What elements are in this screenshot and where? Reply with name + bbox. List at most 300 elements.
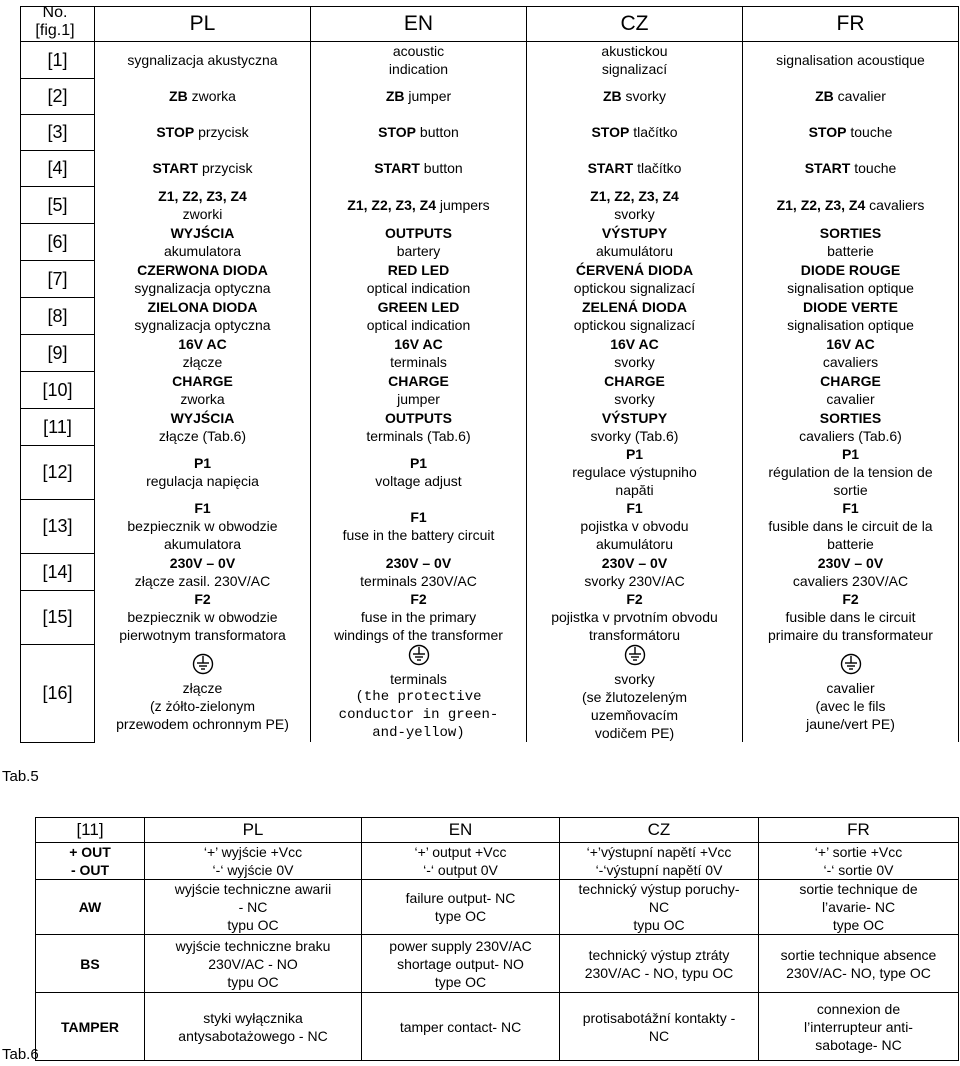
- table5-cell-line: pojistka v prvotním obvodu: [551, 609, 718, 625]
- table6-caption: Tab.6: [2, 1046, 39, 1063]
- table5-cell-line: 16V AC: [178, 335, 227, 352]
- table6-cell-line: sortie technique absence: [780, 946, 937, 963]
- table5-cell-pl: [95, 553, 311, 590]
- table5-cell-keyword: START: [804, 160, 851, 176]
- table5-cell-line: akumulátoru: [595, 242, 674, 259]
- table5-cell-line: ZB svorky: [602, 88, 666, 104]
- table5-cell-line: indication: [388, 61, 449, 77]
- table6-cell-line: ‘-‘výstupní napětí 0V: [595, 862, 723, 878]
- table5-cell-keyword: ZB: [169, 88, 188, 104]
- table5-cell-keyword: ZB: [385, 88, 405, 104]
- table5-row-number: [3]: [21, 114, 95, 150]
- table5-cell-keyword: STOP: [808, 124, 847, 140]
- table5-cell-en: [311, 114, 527, 150]
- table5-cell-line: złącze: [182, 353, 223, 370]
- table5-cell-line: regulacja napięcia: [146, 473, 259, 489]
- table6-cell-fr: [759, 843, 959, 880]
- table5-cell-pl: [95, 590, 311, 644]
- table6-cell-line: typu OC: [227, 917, 279, 933]
- table5-cell-pl: [95, 334, 311, 371]
- table5-cell-line: F2: [842, 591, 859, 607]
- table5-cell-line: ZB zworka: [169, 88, 236, 104]
- table5-cell-line: F1: [626, 500, 643, 516]
- table5-cell-line: régulation de la tension de: [768, 464, 933, 480]
- table5-cell-line: CHARGE: [820, 372, 881, 389]
- table5-row: [21, 445, 959, 499]
- table5-cell-pl: [95, 644, 311, 742]
- table5-cell-line: optickou signalizací: [573, 279, 696, 296]
- table5-row: [21, 371, 959, 408]
- table5-cell-keyword: Z1, Z2, Z3, Z4: [347, 196, 436, 213]
- table5-cell-en: [311, 334, 527, 371]
- table5-cell-line: RED LED: [387, 261, 450, 278]
- table5-cell-line: ZB jumper: [385, 88, 452, 104]
- table5-cell-line: terminals 230V/AC: [360, 572, 477, 589]
- table5-cell-en: [311, 499, 527, 553]
- table6-row: [36, 935, 959, 993]
- table5-cell-pl: [95, 114, 311, 150]
- table5-cell-line: P1: [625, 446, 644, 462]
- table5-header-pl: PL: [95, 7, 311, 42]
- table5-cell-line: 230V – 0V: [385, 554, 452, 571]
- table5-cell-line: (avec le fils: [815, 698, 886, 714]
- table5-row: [21, 260, 959, 297]
- table5-cell-en: [311, 644, 527, 742]
- table6-cell-line: ‘-‘ output 0V: [423, 862, 498, 878]
- table5-row: [21, 42, 959, 79]
- table5-cell-line: 16V AC: [826, 335, 875, 352]
- table5-row-number: [13]: [21, 499, 95, 553]
- table6-cell-fr: [759, 935, 959, 993]
- table6-cell-line: ‘-‘ sortie 0V: [823, 862, 894, 878]
- table5-row: [21, 150, 959, 186]
- table6-cell-line: 230V/AC- NO, type OC: [786, 964, 931, 981]
- table5-cell-fr: [743, 553, 959, 590]
- table5-cell-line: sortie: [833, 482, 868, 498]
- table5-cell-fr: [743, 371, 959, 408]
- table5-cell-line: 16V AC: [394, 335, 443, 352]
- table6-cell-line: antysabotażowego - NC: [178, 1027, 328, 1044]
- table5-cell-line: STOP button: [378, 124, 459, 140]
- table5-cell-line: napăti: [615, 482, 654, 498]
- table5-header-en: EN: [311, 7, 527, 42]
- table6-header-pl: PL: [145, 818, 362, 843]
- table6-cell-line: sabotage- NC: [815, 1036, 902, 1053]
- table5-cell-line: GREEN LED: [377, 298, 460, 315]
- table5-cell-pl: [95, 297, 311, 334]
- table5-cell-line: regulace výstupniho: [572, 464, 697, 480]
- table5-cell-line: cavaliers 230V/AC: [792, 572, 909, 589]
- table5-cell-cz: [527, 42, 743, 79]
- table5-cell-line: CZERWONA DIODA: [137, 261, 268, 278]
- table5-cell-line: sygnalizacja akustyczna: [127, 52, 278, 68]
- table6-header-ref: [11]: [36, 818, 145, 843]
- table5-cell-en: [311, 445, 527, 499]
- table6-cell-line: l’interrupteur anti-: [804, 1018, 913, 1035]
- table5-cell-line: batterie: [827, 536, 874, 552]
- table5-cell-line: ZIELONA DIODA: [147, 298, 258, 315]
- table5-cell-line: F1: [194, 500, 211, 516]
- ground-icon: [192, 653, 214, 675]
- table5-cell-pl: [95, 78, 311, 114]
- table5-cell-line: 16V AC: [610, 335, 659, 352]
- table6-cell-line: tamper contact- NC: [399, 1018, 522, 1035]
- table5-cell-keyword: START: [587, 160, 634, 176]
- table5-cell-line: svorky: [614, 353, 655, 370]
- table5-row-number: [12]: [21, 445, 95, 499]
- table5-cell-line: CHARGE: [388, 372, 449, 389]
- table5-cell-line: bezpiecznik w obwodzie: [127, 609, 278, 625]
- table5-cell-pl: [95, 150, 311, 186]
- table5-cell-line: uzemňovacím: [590, 707, 679, 723]
- table5-cell-line: F2: [410, 591, 427, 607]
- table5-cell-keyword: START: [374, 160, 420, 176]
- table5-cell-pl: [95, 186, 311, 223]
- table5-cell-line: terminals: [390, 353, 447, 370]
- table6-cell-line: ‘+’ output +Vcc: [414, 844, 507, 860]
- table5-cell-line: transformátoru: [588, 627, 681, 643]
- table5-cell-line: pojistka v obvodu: [580, 518, 689, 534]
- table5-cell-pl: [95, 408, 311, 445]
- table5-cell-cz: [527, 553, 743, 590]
- ground-icon: [408, 644, 430, 666]
- table5-cell-line: zworka: [180, 390, 225, 407]
- table6-cell-cz: [560, 843, 759, 880]
- table5-cell-line: zworki: [182, 205, 223, 222]
- table5-cell-line: and-yellow): [372, 725, 465, 741]
- ground-icon: [840, 653, 862, 675]
- table6-cell-line: typu OC: [227, 973, 279, 990]
- table5-cell-line: SORTIES: [819, 409, 882, 426]
- table5-cell-line: CHARGE: [604, 372, 665, 389]
- table5-header-fr: FR: [743, 7, 959, 42]
- table6-cell-line: 230V/AC - NO, typu OC: [584, 964, 734, 981]
- table6-cell-line: shortage output- NO: [397, 955, 524, 972]
- table5-cell-cz: [527, 150, 743, 186]
- table6-row: [36, 880, 959, 935]
- table6-cell-pl: [145, 843, 362, 880]
- table5-cell-line: Z1, Z2, Z3, Z4 jumpers: [347, 196, 490, 213]
- table5-cell-en: [311, 297, 527, 334]
- table6-label-line: - OUT: [70, 862, 110, 878]
- table6-cell-line: technický výstup poruchy-: [578, 881, 740, 897]
- table5-cell-keyword: STOP: [156, 124, 195, 140]
- table5-cell-line: vodičem PE): [594, 725, 675, 741]
- table5-cell-line: ZB cavalier: [815, 88, 886, 104]
- table5-cell-cz: [527, 644, 743, 742]
- table5-cell-line: ZELENÁ DIODA: [582, 298, 687, 315]
- table5-cell-line: STOP przycisk: [156, 124, 249, 140]
- table5-cell-keyword: Z1, Z2, Z3, Z4: [776, 196, 866, 213]
- table5-cell-line: terminals: [390, 671, 447, 687]
- table6-label-line: + OUT: [69, 844, 111, 860]
- table5-cell-cz: [527, 408, 743, 445]
- table5-row-number: [14]: [21, 553, 95, 590]
- table6-row: [36, 843, 959, 880]
- table5-cell-pl: [95, 499, 311, 553]
- table5-cell-line: optical indication: [366, 316, 471, 333]
- table5-row-number: [2]: [21, 78, 95, 114]
- table6-cell-en: [362, 935, 560, 993]
- table6-label-line: TAMPER: [60, 1018, 120, 1035]
- table5-cell-line: STOP touche: [808, 124, 893, 140]
- table5-cell-line: VÝSTUPY: [601, 224, 668, 241]
- table5-cell-keyword: Z1, Z2, Z3, Z4: [590, 187, 679, 204]
- table6-row-label: [36, 993, 145, 1061]
- table5-cell-line: conductor in green-: [338, 707, 499, 723]
- table6-row-label: [36, 843, 145, 880]
- table6-cell-line: power supply 230V/AC: [389, 937, 532, 954]
- table5-cell-line: cavaliers (Tab.6): [799, 427, 902, 444]
- table5-cell-fr: [743, 78, 959, 114]
- table5-cell-en: [311, 553, 527, 590]
- table5-cell-line: START tlačítko: [587, 160, 682, 176]
- table6-header-cz: CZ: [560, 818, 759, 843]
- table5-cell-line: batterie: [827, 242, 874, 259]
- table5-cell-en: [311, 223, 527, 260]
- table5-cell-fr: [743, 334, 959, 371]
- table5-cell-fr: [743, 644, 959, 742]
- table5-cell-line: sygnalizacja optyczna: [134, 279, 271, 296]
- table5-cell-line: svorky: [614, 390, 655, 407]
- table6-cell-line: ‘+’ wyjście +Vcc: [203, 844, 303, 860]
- table5-caption: Tab.5: [2, 768, 39, 785]
- table5-cell-line: (the protective: [355, 689, 482, 705]
- table5-cell-line: bezpiecznik w obwodzie: [127, 518, 278, 534]
- table5-cell-en: [311, 408, 527, 445]
- table5-cell-line: START button: [374, 160, 463, 176]
- table5-cell-line: optickou signalizací: [573, 316, 696, 333]
- table5-row-number: [16]: [21, 644, 95, 742]
- table6-cell-line: ‘+’výstupní napětí +Vcc: [586, 844, 732, 860]
- table5-cell-line: svorky: [614, 671, 655, 687]
- table5-cell-line: (se žlutozeleným: [581, 689, 688, 705]
- table6-header-en: EN: [362, 818, 560, 843]
- table5-row-number: [8]: [21, 297, 95, 334]
- table5-cell-fr: [743, 590, 959, 644]
- table6-cell-line: styki wyłącznika: [203, 1009, 303, 1026]
- table6-label-line: AW: [78, 899, 102, 915]
- table5-cell-line: F2: [194, 591, 211, 607]
- table5-cell-line: F1: [410, 509, 427, 525]
- table5-cell-fr: [743, 114, 959, 150]
- table5-cell-cz: [527, 186, 743, 223]
- table5-cell-line: cavalier: [826, 390, 875, 407]
- table5-row-number: [7]: [21, 260, 95, 297]
- table5-cell-fr: [743, 42, 959, 79]
- table5-cell-line: [529, 187, 740, 205]
- table5-cell-line: fuse in the primary: [360, 609, 477, 625]
- table6-cell-cz: [560, 993, 759, 1061]
- table6-cell-en: [362, 880, 560, 935]
- table5-cell-pl: [95, 223, 311, 260]
- table5-cell-line: fusible dans le circuit de la: [768, 518, 933, 534]
- table5-cell-line: bartery: [396, 242, 441, 259]
- table5-cell-line: cavalier: [826, 680, 875, 696]
- table5-cell-line: złącze: [182, 680, 223, 696]
- table6-row-label: [36, 935, 145, 993]
- table5-cell-cz: [527, 334, 743, 371]
- table5-cell-line: złącze (Tab.6): [158, 427, 247, 444]
- table5-row: [21, 644, 959, 742]
- table6-cell-pl: [145, 993, 362, 1061]
- table6-cell-line: l’avarie- NC: [821, 899, 896, 915]
- table5-row: [21, 297, 959, 334]
- table6-cell-line: type OC: [832, 917, 885, 933]
- table6-cell-cz: [560, 935, 759, 993]
- table5-cell-line: P1: [841, 446, 860, 462]
- table5-cell-line: svorky 230V/AC: [584, 572, 685, 589]
- table6-cell-line: ‘-‘ wyjście 0V: [212, 862, 294, 878]
- table5-cell-fr: [743, 297, 959, 334]
- table6-cell-line: wyjście techniczne awarii: [174, 881, 332, 897]
- table5-cell-line: START przycisk: [152, 160, 253, 176]
- table6-row: [36, 993, 959, 1061]
- table6-cell-pl: [145, 880, 362, 935]
- table5-cell-en: [311, 371, 527, 408]
- table5-cell-cz: [527, 445, 743, 499]
- table5-row: [21, 334, 959, 371]
- table5-cell-pl: [95, 445, 311, 499]
- table5-cell-line: P1: [409, 455, 428, 471]
- table6-cell-line: NC: [648, 1027, 670, 1044]
- table5-cell-line: OUTPUTS: [385, 224, 452, 241]
- table5-cell-line: F1: [842, 500, 859, 516]
- table5-cell-line: [97, 187, 308, 205]
- table6-header-fr: FR: [759, 818, 959, 843]
- table5-cell-line: START touche: [804, 160, 897, 176]
- table5-row: [21, 114, 959, 150]
- table5-cell-fr: [743, 499, 959, 553]
- table5-cell-pl: [95, 260, 311, 297]
- table5-row-number: [9]: [21, 334, 95, 371]
- table5-row-number: [4]: [21, 150, 95, 186]
- table5-cell-line: złącze zasil. 230V/AC: [134, 572, 271, 589]
- table6: [35, 817, 959, 1061]
- table5-cell-line: optical indication: [366, 279, 471, 296]
- table5-cell-line: 230V – 0V: [169, 554, 236, 571]
- table5-cell-line: ĆERVENÁ DIODA: [575, 261, 694, 278]
- table5-cell-line: voltage adjust: [375, 473, 462, 489]
- table5-cell-line: akumulatora: [163, 242, 242, 259]
- table6-cell-pl: [145, 935, 362, 993]
- table5-cell-line: SORTIES: [819, 224, 882, 241]
- table5-cell-line: DIODE ROUGE: [800, 261, 901, 278]
- table5-cell-keyword: ZB: [602, 88, 622, 104]
- table5-cell-en: [311, 150, 527, 186]
- table6-row-label: [36, 880, 145, 935]
- table5-cell-cz: [527, 78, 743, 114]
- table5-cell-cz: [527, 223, 743, 260]
- table6-cell-line: wyjście techniczne braku: [175, 937, 331, 954]
- table5-cell-line: przewodem ochronnym PE): [116, 716, 289, 732]
- table5-cell-pl: [95, 371, 311, 408]
- table5-cell-line: WYJŚCIA: [170, 409, 235, 426]
- table5-cell-cz: [527, 499, 743, 553]
- table6-cell-line: type OC: [434, 908, 487, 924]
- table5-row: [21, 553, 959, 590]
- table5-cell-line: svorky: [614, 205, 655, 222]
- table5-cell-en: [311, 590, 527, 644]
- table5-cell-keyword: ZB: [815, 88, 834, 104]
- table6-cell-en: [362, 993, 560, 1061]
- table6-cell-line: NC: [648, 899, 670, 915]
- table5-cell-line: OUTPUTS: [385, 409, 452, 426]
- table5-cell-line: akustickou: [601, 43, 668, 59]
- table6-cell-en: [362, 843, 560, 880]
- table5-header-no: No. [fig.1]: [35, 4, 75, 39]
- table5-cell-line: (z żółto-zielonym: [149, 698, 256, 714]
- table5-cell-keyword: STOP: [378, 124, 417, 140]
- table5: [20, 6, 959, 743]
- table6-cell-fr: [759, 880, 959, 935]
- table5-cell-line: jaune/vert PE): [806, 716, 895, 732]
- table5-cell-line: signalisation acoustique: [776, 52, 925, 68]
- table5-cell-fr: [743, 186, 959, 223]
- table5-cell-line: F2: [626, 591, 643, 607]
- table5-cell-keyword: Z1, Z2, Z3, Z4: [158, 187, 247, 204]
- table6-cell-line: ‘+’ sortie +Vcc: [814, 844, 903, 860]
- table5-cell-line: sygnalizacja optyczna: [134, 316, 271, 333]
- table5-cell-line: P1: [193, 455, 212, 471]
- table6-cell-line: - NC: [238, 899, 268, 915]
- table6-cell-cz: [560, 880, 759, 935]
- table5-cell-line: terminals (Tab.6): [366, 427, 471, 444]
- table5-cell-cz: [527, 590, 743, 644]
- table5-cell-line: fusible dans le circuit: [785, 609, 916, 625]
- table5-cell-line: primaire du transformateur: [768, 627, 933, 643]
- table5-cell-pl: [95, 42, 311, 79]
- table5-row-number: [10]: [21, 371, 95, 408]
- table5-cell-en: [311, 260, 527, 297]
- table5-row: [21, 78, 959, 114]
- table5-header-cz: CZ: [527, 7, 743, 42]
- table5-row: [21, 499, 959, 553]
- table5-row: [21, 408, 959, 445]
- table5-cell-cz: [527, 297, 743, 334]
- table5-cell-line: signalizací: [601, 61, 668, 77]
- table5-row: [21, 590, 959, 644]
- table5-row-number: [1]: [21, 42, 95, 79]
- table6-cell-fr: [759, 993, 959, 1061]
- table5-cell-fr: [743, 150, 959, 186]
- table6-cell-line: sortie technique de: [799, 881, 918, 897]
- table5-row-number: [15]: [21, 590, 95, 644]
- table6-cell-line: protisabotážní kontakty -: [582, 1009, 736, 1026]
- table5-cell-line: 230V – 0V: [601, 554, 668, 571]
- table5-cell-line: signalisation optique: [787, 279, 914, 296]
- table6-cell-line: typu OC: [633, 917, 685, 933]
- table5-cell-en: [311, 78, 527, 114]
- table5-cell-line: windings of the transformer: [334, 627, 503, 643]
- table5-cell-cz: [527, 114, 743, 150]
- table5-cell-line: akumulátoru: [595, 536, 674, 552]
- table6-cell-line: type OC: [434, 973, 487, 990]
- table5-cell-line: acoustic: [392, 43, 445, 59]
- table5-cell-line: svorky (Tab.6): [590, 427, 679, 444]
- table5-cell-cz: [527, 371, 743, 408]
- table5-cell-line: pierwotnym transformatora: [119, 627, 286, 643]
- table5-cell-fr: [743, 260, 959, 297]
- table5-cell-en: [311, 186, 527, 223]
- table5-cell-keyword: START: [152, 160, 199, 176]
- table5-cell-line: signalisation optique: [787, 316, 914, 333]
- table5-row: [21, 186, 959, 223]
- table6-label-line: BS: [80, 955, 100, 972]
- table5-cell-line: cavaliers: [822, 353, 879, 370]
- table5-cell-line: CHARGE: [172, 372, 233, 389]
- table5-row: [21, 223, 959, 260]
